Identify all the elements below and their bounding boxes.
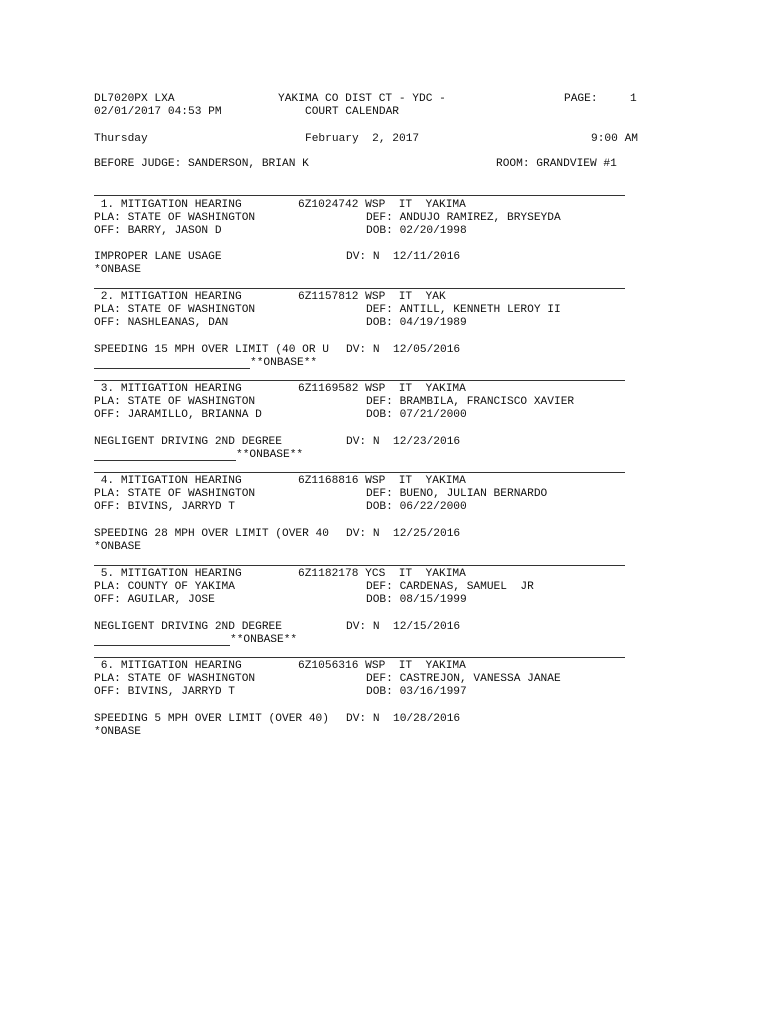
printed-timestamp: 02/01/2017 04:53 PM (94, 106, 222, 118)
report-title: COURT CALENDAR (305, 106, 399, 118)
date-of-birth: DOB: 02/20/1998 (366, 225, 467, 237)
dv-date: DV: N 12/23/2016 (346, 436, 461, 448)
officer: OFF: NASHLEANAS, DAN (94, 317, 229, 329)
plaintiff: PLA: STATE OF WASHINGTON (94, 396, 256, 408)
case-hearing: 3. MITIGATION HEARING (94, 383, 242, 395)
note-underline (94, 368, 250, 369)
case-hearing: 5. MITIGATION HEARING (94, 568, 242, 580)
case-note: **ONBASE** (230, 634, 298, 646)
officer: OFF: BIVINS, JARRYD T (94, 501, 235, 513)
case-number: 6Z1182178 YCS IT YAKIMA (298, 568, 466, 580)
section-divider (94, 195, 625, 196)
note-underline (94, 460, 236, 461)
dv-date: DV: N 12/25/2016 (346, 528, 461, 540)
date-of-birth: DOB: 04/19/1989 (366, 317, 467, 329)
charge: SPEEDING 5 MPH OVER LIMIT (OVER 40) (94, 713, 329, 725)
case-note: **ONBASE** (250, 357, 318, 369)
plaintiff: PLA: COUNTY OF YAKIMA (94, 581, 235, 593)
officer: OFF: BARRY, JASON D (94, 225, 222, 237)
calendar-date: February 2, 2017 (305, 133, 420, 145)
case-note: **ONBASE** (236, 449, 304, 461)
section-divider (94, 657, 625, 658)
case-hearing: 6. MITIGATION HEARING (94, 660, 242, 672)
section-divider (94, 472, 625, 473)
section-divider (94, 380, 625, 381)
charge: SPEEDING 15 MPH OVER LIMIT (40 OR U (94, 344, 329, 356)
charge: SPEEDING 28 MPH OVER LIMIT (OVER 40 (94, 528, 329, 540)
dv-date: DV: N 10/28/2016 (346, 713, 461, 725)
case-note: *ONBASE (94, 264, 141, 276)
note-underline (94, 645, 230, 646)
defendant: DEF: BUENO, JULIAN BERNARDO (366, 488, 548, 500)
judge-name: BEFORE JUDGE: SANDERSON, BRIAN K (94, 158, 309, 170)
date-of-birth: DOB: 03/16/1997 (366, 686, 467, 698)
defendant: DEF: CASTREJON, VANESSA JANAE (366, 673, 561, 685)
dv-date: DV: N 12/15/2016 (346, 621, 461, 633)
charge: NEGLIGENT DRIVING 2ND DEGREE (94, 436, 282, 448)
officer: OFF: BIVINS, JARRYD T (94, 686, 235, 698)
section-divider (94, 288, 625, 289)
case-note: *ONBASE (94, 726, 141, 738)
date-of-birth: DOB: 06/22/2000 (366, 501, 467, 513)
plaintiff: PLA: STATE OF WASHINGTON (94, 673, 256, 685)
officer: OFF: AGUILAR, JOSE (94, 594, 215, 606)
page-label: PAGE: (564, 93, 598, 105)
report-id: DL7020PX LXA (94, 93, 175, 105)
plaintiff: PLA: STATE OF WASHINGTON (94, 212, 256, 224)
case-number: 6Z1168816 WSP IT YAKIMA (298, 475, 466, 487)
weekday: Thursday (94, 133, 148, 145)
case-note: *ONBASE (94, 541, 141, 553)
plaintiff: PLA: STATE OF WASHINGTON (94, 304, 256, 316)
page-number: 1 (630, 93, 637, 105)
dv-date: DV: N 12/05/2016 (346, 344, 461, 356)
plaintiff: PLA: STATE OF WASHINGTON (94, 488, 256, 500)
case-number: 6Z1056316 WSP IT YAKIMA (298, 660, 466, 672)
case-hearing: 1. MITIGATION HEARING (94, 199, 242, 211)
case-number: 6Z1157812 WSP IT YAK (298, 291, 446, 303)
date-of-birth: DOB: 07/21/2000 (366, 409, 467, 421)
defendant: DEF: BRAMBILA, FRANCISCO XAVIER (366, 396, 575, 408)
date-of-birth: DOB: 08/15/1999 (366, 594, 467, 606)
defendant: DEF: ANTILL, KENNETH LEROY II (366, 304, 561, 316)
defendant: DEF: ANDUJO RAMIREZ, BRYSEYDA (366, 212, 561, 224)
officer: OFF: JARAMILLO, BRIANNA D (94, 409, 262, 421)
charge: NEGLIGENT DRIVING 2ND DEGREE (94, 621, 282, 633)
court-name: YAKIMA CO DIST CT - YDC - (278, 93, 446, 105)
case-number: 6Z1169582 WSP IT YAKIMA (298, 383, 466, 395)
room-name: ROOM: GRANDVIEW #1 (496, 158, 617, 170)
charge: IMPROPER LANE USAGE (94, 251, 222, 263)
defendant: DEF: CARDENAS, SAMUEL JR (366, 581, 534, 593)
section-divider (94, 565, 625, 566)
case-hearing: 4. MITIGATION HEARING (94, 475, 242, 487)
case-number: 6Z1024742 WSP IT YAKIMA (298, 199, 466, 211)
case-hearing: 2. MITIGATION HEARING (94, 291, 242, 303)
dv-date: DV: N 12/11/2016 (346, 251, 461, 263)
calendar-time: 9:00 AM (591, 133, 638, 145)
